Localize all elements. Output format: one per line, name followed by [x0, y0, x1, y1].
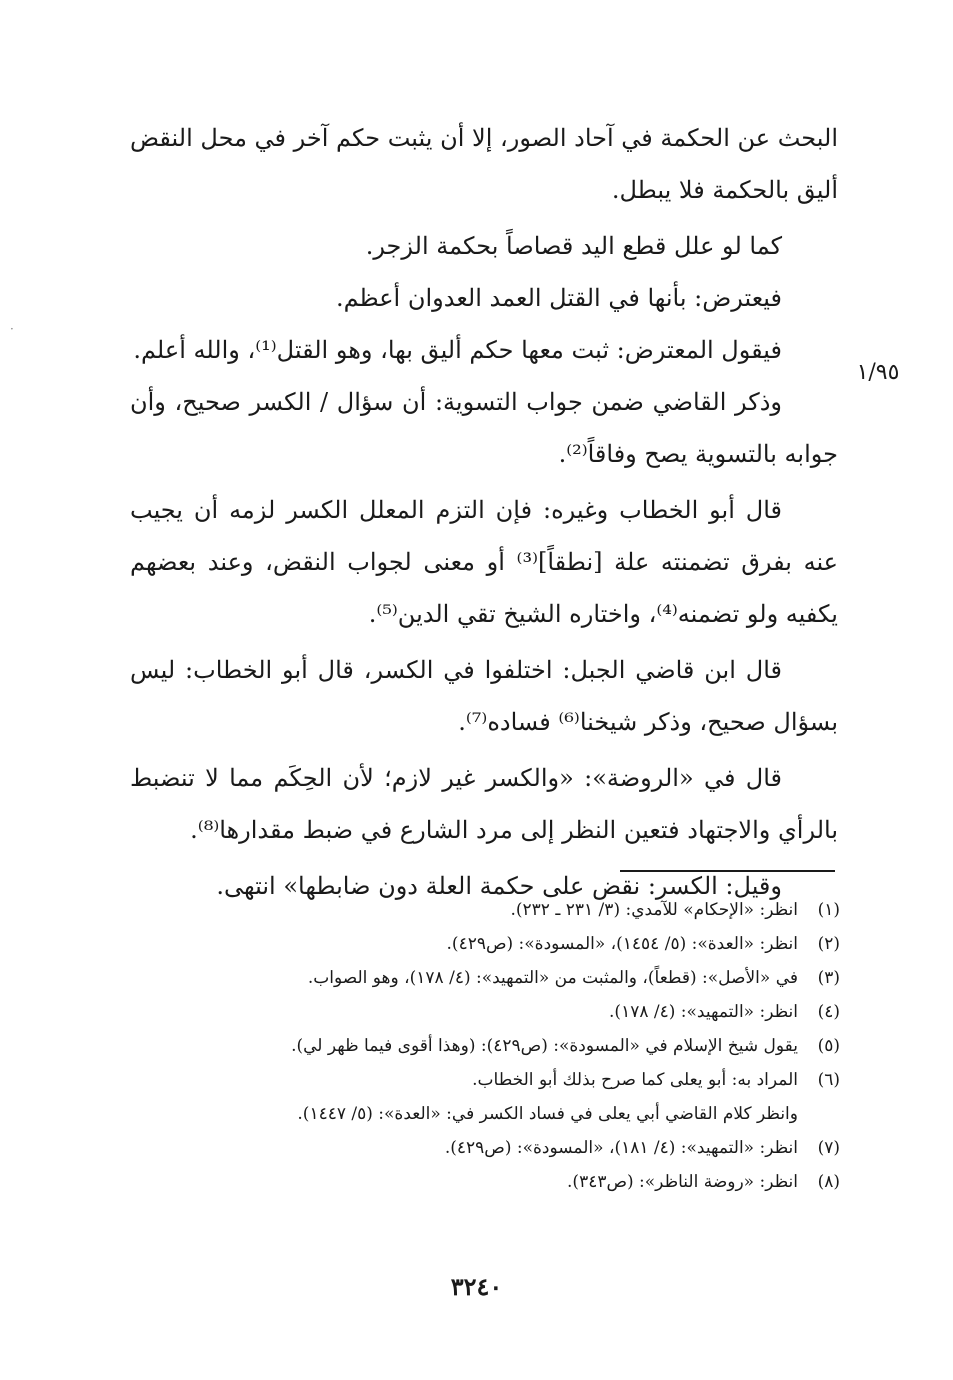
- paragraph-9: وقيل: الكسر: نقض على حكمة العلة دون ضابطها» انتهى.: [216, 872, 782, 900]
- footnote-1: [130, 893, 840, 927]
- footnote-6: [130, 1063, 840, 1097]
- footnote-text: انظر: «العدة»: (٥/ ١٤٥٤)، «المسودة»: (ص٤٢٩).: [446, 934, 798, 954]
- footnote-text: وانظر كلام القاضي أبي يعلى في فساد الكسر في: «العدة»: (٥/ ١٤٤٧).: [297, 1104, 798, 1124]
- footnote-7: [130, 1131, 840, 1165]
- footnote-text: انظر: «روضة الناظر»: (ص٣٤٣).: [567, 1172, 798, 1192]
- footnote-number: (٥): [817, 1036, 840, 1056]
- footnote-number: (١): [817, 900, 840, 920]
- footnote-number: (٢): [817, 934, 840, 954]
- footnote-number: (٣): [817, 968, 840, 988]
- main-text-body: [130, 112, 838, 916]
- footnote-text: المراد به: أبو يعلى كما صرح بذلك أبو الخطاب.: [472, 1070, 798, 1090]
- paragraph-6: قال أبو الخطاب وغيره: فإن التزم المعلل الكسر لزمه أن يجيب عنه بفرق تضمنته علة [نطقاً]⁽³⁾ أو معنى لجواب النقض، وعند بعضهم يكفيه ولو تضمنه⁽⁴⁾، واختاره الشيخ تقي الدين⁽⁵⁾.: [130, 496, 839, 628]
- footnote-4: [130, 995, 840, 1029]
- footnote-text: انظر: «الإحكام» للآمدي: (٣/ ٢٣١ ـ ٢٣٢).: [510, 900, 798, 920]
- footnote-number: (٧): [817, 1138, 840, 1158]
- footnote-text: انظر: «التمهيد»: (٤/ ١٧٨).: [609, 1002, 798, 1022]
- footnote-number: (٤): [817, 1002, 840, 1022]
- paragraph-3: فيعترض: بأنها في القتل العمد العدوان أعظم.: [335, 284, 782, 312]
- paragraph-4: فيقول المعترض: ثبت معها حكم أليق بها، وهو القتل⁽¹⁾، والله أعلم.: [133, 336, 782, 364]
- footnote-text: انظر: «التمهيد»: (٤/ ١٨١)، «المسودة»: (ص٤٢٩).: [444, 1138, 798, 1158]
- page-number: ٣٢٤٠: [450, 1272, 503, 1301]
- paragraph-5: وذكر القاضي ضمن جواب التسوية: أن سؤال / الكسر صحيح، وأن جوابه بالتسوية يصح وفاقاً⁽²⁾.: [130, 388, 838, 468]
- footnote-2: [130, 927, 840, 961]
- paragraph-7: قال ابن قاضي الجبل: اختلفوا في الكسر، قال أبو الخطاب: ليس بسؤال صحيح، وذكر شيخنا⁽⁶⁾ فساده⁽⁷⁾.: [130, 656, 838, 736]
- footnotes-section: [130, 893, 840, 1199]
- paragraph-1: البحث عن الحكمة في آحاد الصور، إلا أن يثبت حكم آخر في محل النقض أليق بالحكمة فلا يبطل.: [130, 124, 838, 204]
- footnote-text: في «الأصل»: (قطعاً)، والمثبت من «التمهيد»: (٤/ ١٧٨)، وهو الصواب.: [307, 968, 798, 988]
- paragraph-2: كما لو علل قطع اليد قصاصاً بحكمة الزجر.: [365, 232, 782, 260]
- footnote-3: [130, 961, 840, 995]
- footnote-8: [130, 1165, 840, 1199]
- footnote-number: (٦): [817, 1070, 840, 1090]
- footnote-text: يقول شيخ الإسلام في «المسودة»: (ص٤٢٩): (وهذا أقوى فيما ظهر لي).: [291, 1036, 798, 1056]
- paragraph-8: قال في «الروضة»: «والكسر غير لازم؛ لأن الحِكَم مما لا تنضبط بالرأي والاجتهاد فتعين النظر إلى مرد الشارع في ضبط مقدارها⁽⁸⁾.: [130, 764, 838, 844]
- scan-edge-mark: ·: [10, 322, 14, 336]
- footnote-divider: [620, 870, 835, 872]
- footnote-5: [130, 1029, 840, 1063]
- footnote-number: (٨): [817, 1172, 840, 1192]
- margin-folio-note: ١/٩٥: [856, 360, 900, 385]
- footnote-6-continuation: [130, 1097, 840, 1131]
